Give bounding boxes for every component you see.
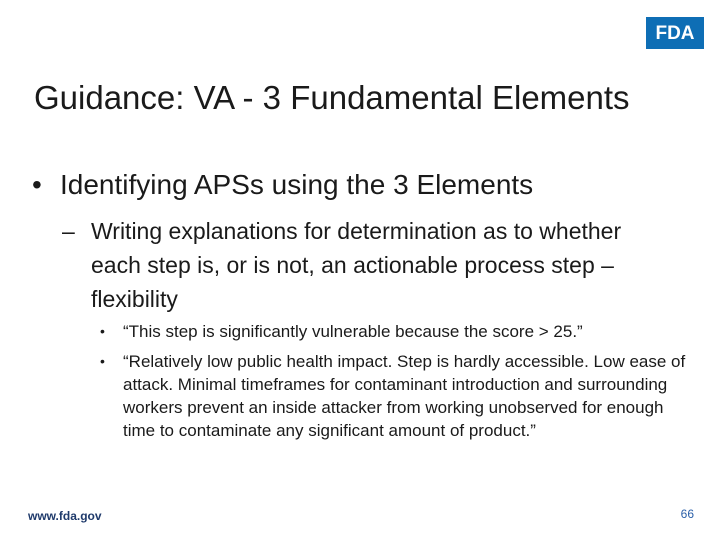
example-item-1-text: “This step is significantly vulnerable because the score > 25.” bbox=[123, 322, 583, 341]
example-item-2 bbox=[100, 350, 700, 442]
example-item-1 bbox=[100, 320, 700, 343]
fda-logo bbox=[646, 17, 704, 49]
page-number: 66 bbox=[680, 507, 694, 521]
footer-url[interactable]: www.fda.gov bbox=[28, 509, 102, 523]
bullet-level-1 bbox=[32, 166, 692, 204]
bullet-level-2-text: Writing explanations for determination as to whether each step is, or is not, an actionable process step – flexibility bbox=[91, 218, 622, 312]
dash-marker: – bbox=[62, 218, 75, 244]
slide-title: Guidance: VA - 3 Fundamental Elements bbox=[34, 79, 630, 116]
bullet-marker: • bbox=[100, 323, 105, 339]
fda-logo-text: FDA bbox=[655, 23, 695, 44]
bullet-level-1-text: Identifying APSs using the 3 Elements bbox=[60, 169, 534, 200]
bullet-level-2 bbox=[62, 214, 622, 316]
fda-logo-icon bbox=[653, 22, 697, 44]
bullet-marker: • bbox=[100, 353, 105, 369]
example-item-2-text: “Relatively low public health impact. Step is hardly accessible. Low ease of attack. Minimal timeframes for contaminant introduction and surrounding workers prevent an inside attacker from working unobserved for enough time to contaminate any significant amount of product.” bbox=[123, 352, 686, 440]
bullet-marker: • bbox=[32, 169, 42, 200]
